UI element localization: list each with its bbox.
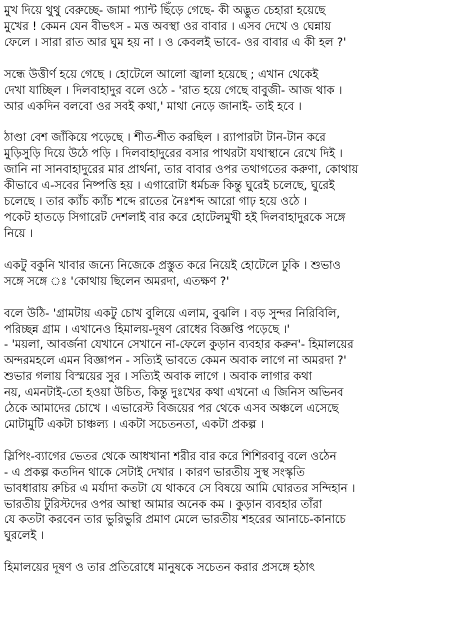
paragraph: বলে উঠি- 'গ্রামটায় একটু চোখ বুলিয়ে এলাম, বুঝলি । বড় সুন্দর নিরিবিলি, পরিচ্ছন্ন গ্রাম । এখানেও হিমালয়-দূষণ রোধের বিজ্ঞপ্তি পড়েছে ।' - 'ময়লা, আবর্জনা যেখানে সেখানে না-ফেলে কুড়ান ব্যবহার করুন'- হিমালয়ের অন্দরমহলে এমন বিজ্ঞাপন - সত্যিই ভাবতে কেমন অবাক লাগে না অমরদা ?' শুভার গলায় বিস্ময়ের সুর । সত্যিই অবাক লাগে । অবাক লাগার কথা নয়, এমনটাই-তো হওয়া উচিত, কিন্তু দুঃখের কথা এখনো এ জিনিস অভিনব ঠেকে আমাদের চোখে । এভারেস্ট বিজয়ের পর থেকে এসব অঞ্চলে এসেছে মোটামুটি একটা চাঞ্চল্য । একটা সচেতনতা, একটা প্রকল্প । bbox=[4, 305, 354, 431]
paragraph: ঠাণ্ডা বেশ জাঁকিয়ে পড়েছে । শীত-শীত করছিল । র‍্যাপারটা টান-টান করে মুড়িসুড়ি দিয়ে উঠে পড়ি । দিলবাহাদুরের বসার পাথরটা যথাস্থানে রেখে দিই । জানি না সানবাহাদুরের মার প্রার্থনা, তার বাবার ওপর তথাগতের করুণা, কোথায় কীভাবে এ-সবের নিষ্পত্তি হয় । এগারোটা ধর্মচক্র কিন্তু ঘুরেই চলেছে, ঘুরেই চলেছে । তার ক্যাঁচ ক্যাঁচ শব্দে রাতের নৈঃশব্দ আরো গাঢ় হয়ে ওঠে । পকেট হাতড়ে সিগারেট দেশলাই বার করে হোটেলমুখী হই দিলবাহাদুরকে সঙ্গে নিয়ে । bbox=[4, 130, 359, 240]
paragraph: স্লিপিং-ব্যাগের ভেতর থেকে আধখানা শরীর বার করে শিশিরবাবু বলে ওঠেন - এ প্রকল্প কতদিন থাকে সেটাই দেখার । কারণ ভারতীয় সুস্থ সংস্কৃতি ভাবধারায় রুচির এ মর্যাদা কতটা যে থাকবে সে বিষয়ে আমি ঘোরতর সন্দিহান । ভারতীয় টুরিস্টদের ওপর আস্থা আমার অনেক কম । কুড়ান ব্যবহার তাঁরা যে কতটা করবেন তার ভুরিভুরি প্রমাণ মেলে ভারতীয় শহরের আনাচে-কানাচে ঘুরলেই । bbox=[4, 448, 356, 543]
paragraph: একটু বকুনি খাবার জন্যে নিজেকে প্রস্তুত করে নিয়েই হোটেলে ঢুকি । শুভাও সঙ্গে সঙ্গে ঃ 'কোথায় ছিলেন অমরদা, এতক্ষণ ?' bbox=[4, 257, 341, 288]
paragraph: হিমালয়ের দূষণ ও তার প্রতিরোধে মানুষকে সচেতন করার প্রসঙ্গে হঠাৎ bbox=[4, 560, 315, 575]
paragraph: সন্ধে উত্তীর্ণ হয়ে গেছে । হোটেলে আলো জ্বালা হয়েছে ; এখান থেকেই দেখা যাচ্ছিল । দিলবাহাদুর বলে ওঠে - 'রাত হয়ে গেছে বাবুজী- আজ থাক । আর একদিন বলবো ওর সবই কথা,' মাথা নেড়ে জানাই- তাই হবে । bbox=[4, 66, 343, 113]
paragraph: মুখ দিয়ে থুথু বেরুচ্ছে- জামা প্যান্ট ছিঁড়ে গেছে- কী অদ্ভুত চেহারা হয়েছে মুখের ! কেমন যেন বীভৎস - মত্ত অবস্থা ওর বাবার । এসব দেখে ও ঘেন্নায় ফেলে । সারা রাত আর ঘুম হয় না । ও কেবলই ভাবে- ওর বাবার এ কী হল ?' bbox=[4, 3, 347, 49]
